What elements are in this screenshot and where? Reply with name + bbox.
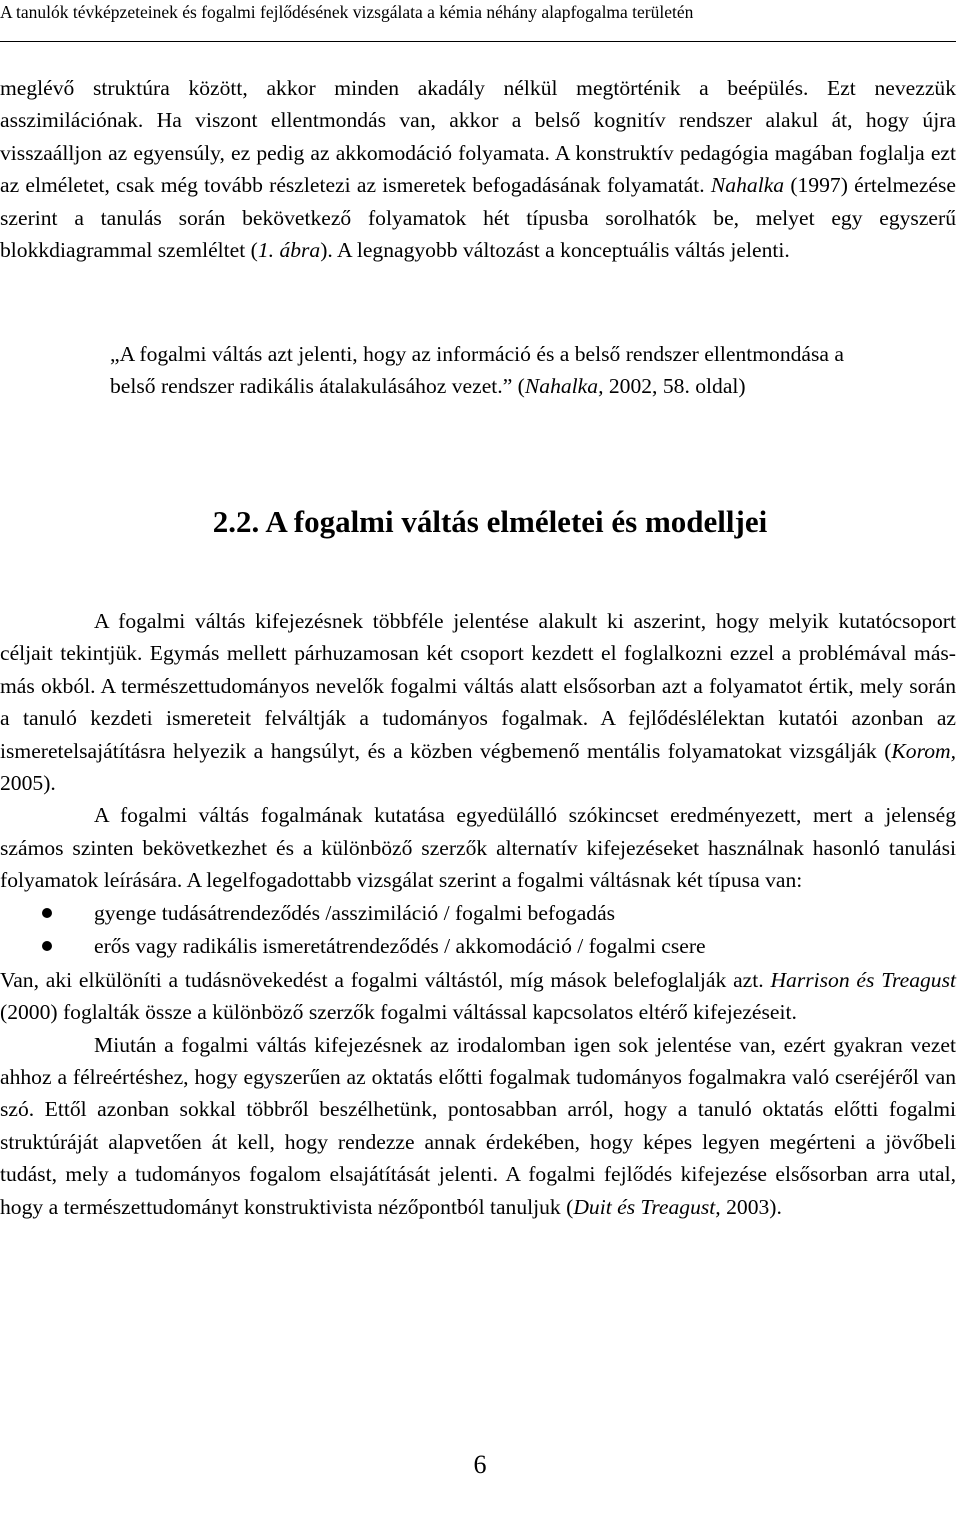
- quote-source: 2002, 58. oldal): [603, 374, 746, 399]
- list-item-text: gyenge tudásátrendeződés /asszimiláció / fogalmi befogadás: [94, 900, 616, 925]
- header-rule: [0, 41, 956, 42]
- paragraph-conceptual-development: [0, 1029, 956, 1223]
- bullet-icon: [42, 941, 52, 951]
- paragraph-assimilation: [0, 72, 956, 266]
- text-run: Miután a fogalmi váltás kifejezésnek az irodalomban igen sok jelentése van, ezért gyakran vezet ahhoz a félreértéshez, hogy egyszerűen az oktatás előtti fogalmak tudományos fogalmakra való cseréjéről van szó. Ettől azonban sokkal többről beszélhetünk, pontosabban arról, hogy a tanuló oktatás előtti fogalmi struktúráját alapvetően át kell, hogy rendezze annak érdekében, hogy képes legyen megérteni a jövőbeli tudást, mely a tudományos fogalom elsajátítását jelenti. A fogalmi fejlődés kifejezése elsősorban arra utal, hogy a természettudományt konstruktivista nézőpontból tanuljuk (: [0, 1032, 956, 1219]
- figure-reference: 1. ábra: [257, 238, 321, 263]
- quote-text: „A fogalmi váltás azt jelenti, hogy az információ és a belső rendszer ellentmondása a belső rendszer radikális átalakulásához vezet.” (: [110, 342, 844, 399]
- body-text-top: [0, 72, 956, 266]
- body-text-main: [0, 605, 956, 1223]
- text-run: ). A legnagyobb változást a konceptuális váltás jelenti.: [320, 238, 790, 263]
- text-run: Van, aki elkülöníti a tudásnövekedést a fogalmi váltástól, míg mások belefoglalják azt.: [0, 967, 771, 992]
- citation-author: Nahalka: [710, 173, 785, 198]
- citation-author: Korom,: [891, 738, 956, 763]
- citation-author: Harrison és Treagust: [770, 967, 957, 992]
- bullet-list: [0, 897, 956, 964]
- list-item: [0, 930, 956, 964]
- paragraph-knowledge-growth: [0, 964, 956, 1029]
- block-quote: [110, 338, 844, 403]
- text-run: (2000) foglalták össze a különböző szerzők fogalmi váltással kapcsolatos eltérő kifejezéseit.: [0, 1000, 797, 1025]
- text-run: (1997) értelmezése szerint a tanulás során bekövetkező folyamatok hét típusba sorolhatók be, melyet egy egyszerű blokkdiagrammal szemléltet (: [0, 173, 957, 263]
- section-heading: 2.2. A fogalmi váltás elméletei és modelljei: [212, 504, 768, 539]
- text-run: A fogalmi váltás kifejezésnek többféle jelentése alakult ki aszerint, hogy melyik kutatócsoport céljait tekintjük. Egymás mellett párhuzamosan két csoport kezdett el foglalkozni ezzel a problémával más-más okból. A természettudományos nevelők fogalmi váltás alatt elsősorban azt a folyamatot értik, mely során a tanuló kezdeti ismereteit felváltják a tudományos fogalmak. A fejlődéslélektan kutatói azonban az ismeretelsajátításra helyezik a hangsúlyt, és a közben végbemenő mentális folyamatokat vizsgálják (: [0, 609, 956, 763]
- text-run: 2005).: [0, 771, 56, 796]
- list-item-text: erős vagy radikális ismeretátrendeződés / akkomodáció / fogalmi csere: [94, 934, 706, 959]
- paragraph-meanings: [0, 605, 956, 799]
- text-run: 2003).: [720, 1194, 782, 1219]
- page-number: 6: [473, 1450, 487, 1479]
- running-header: A tanulók tévképzeteinek és fogalmi fejlődésének vizsgálata a kémia néhány alapfogalma területén: [0, 2, 694, 22]
- paragraph-vocabulary: A fogalmi váltás fogalmának kutatása egyedülálló szókincset eredményezett, mert a jelenség számos szinten bekövetkezhet és a különböző szerzők alternatív kifejezéseket használnak hasonló tanulási folyamatok leírására. A legelfogadottabb vizsgálat szerint a fogalmi váltásnak két típusa van:: [0, 803, 956, 893]
- list-item: [0, 897, 956, 931]
- quote-author: Nahalka,: [524, 374, 604, 399]
- citation-author: Duit és Treagust,: [573, 1194, 721, 1219]
- text-run: meglévő struktúra között, akkor minden akadály nélkül megtörténik a beépülés. Ezt nevezzük asszimilációnak. Ha viszont ellentmondás van, akkor a belső kognitív rendszer alakul át, hogy újra visszaálljon az egyensúly, ez pedig az akkomodáció folyamata. A konstruktív pedagógia magában foglalja ezt az elméletet, csak még tovább részletezi az ismeretek befogadásának folyamatát.: [0, 76, 956, 198]
- bullet-icon: [42, 908, 52, 918]
